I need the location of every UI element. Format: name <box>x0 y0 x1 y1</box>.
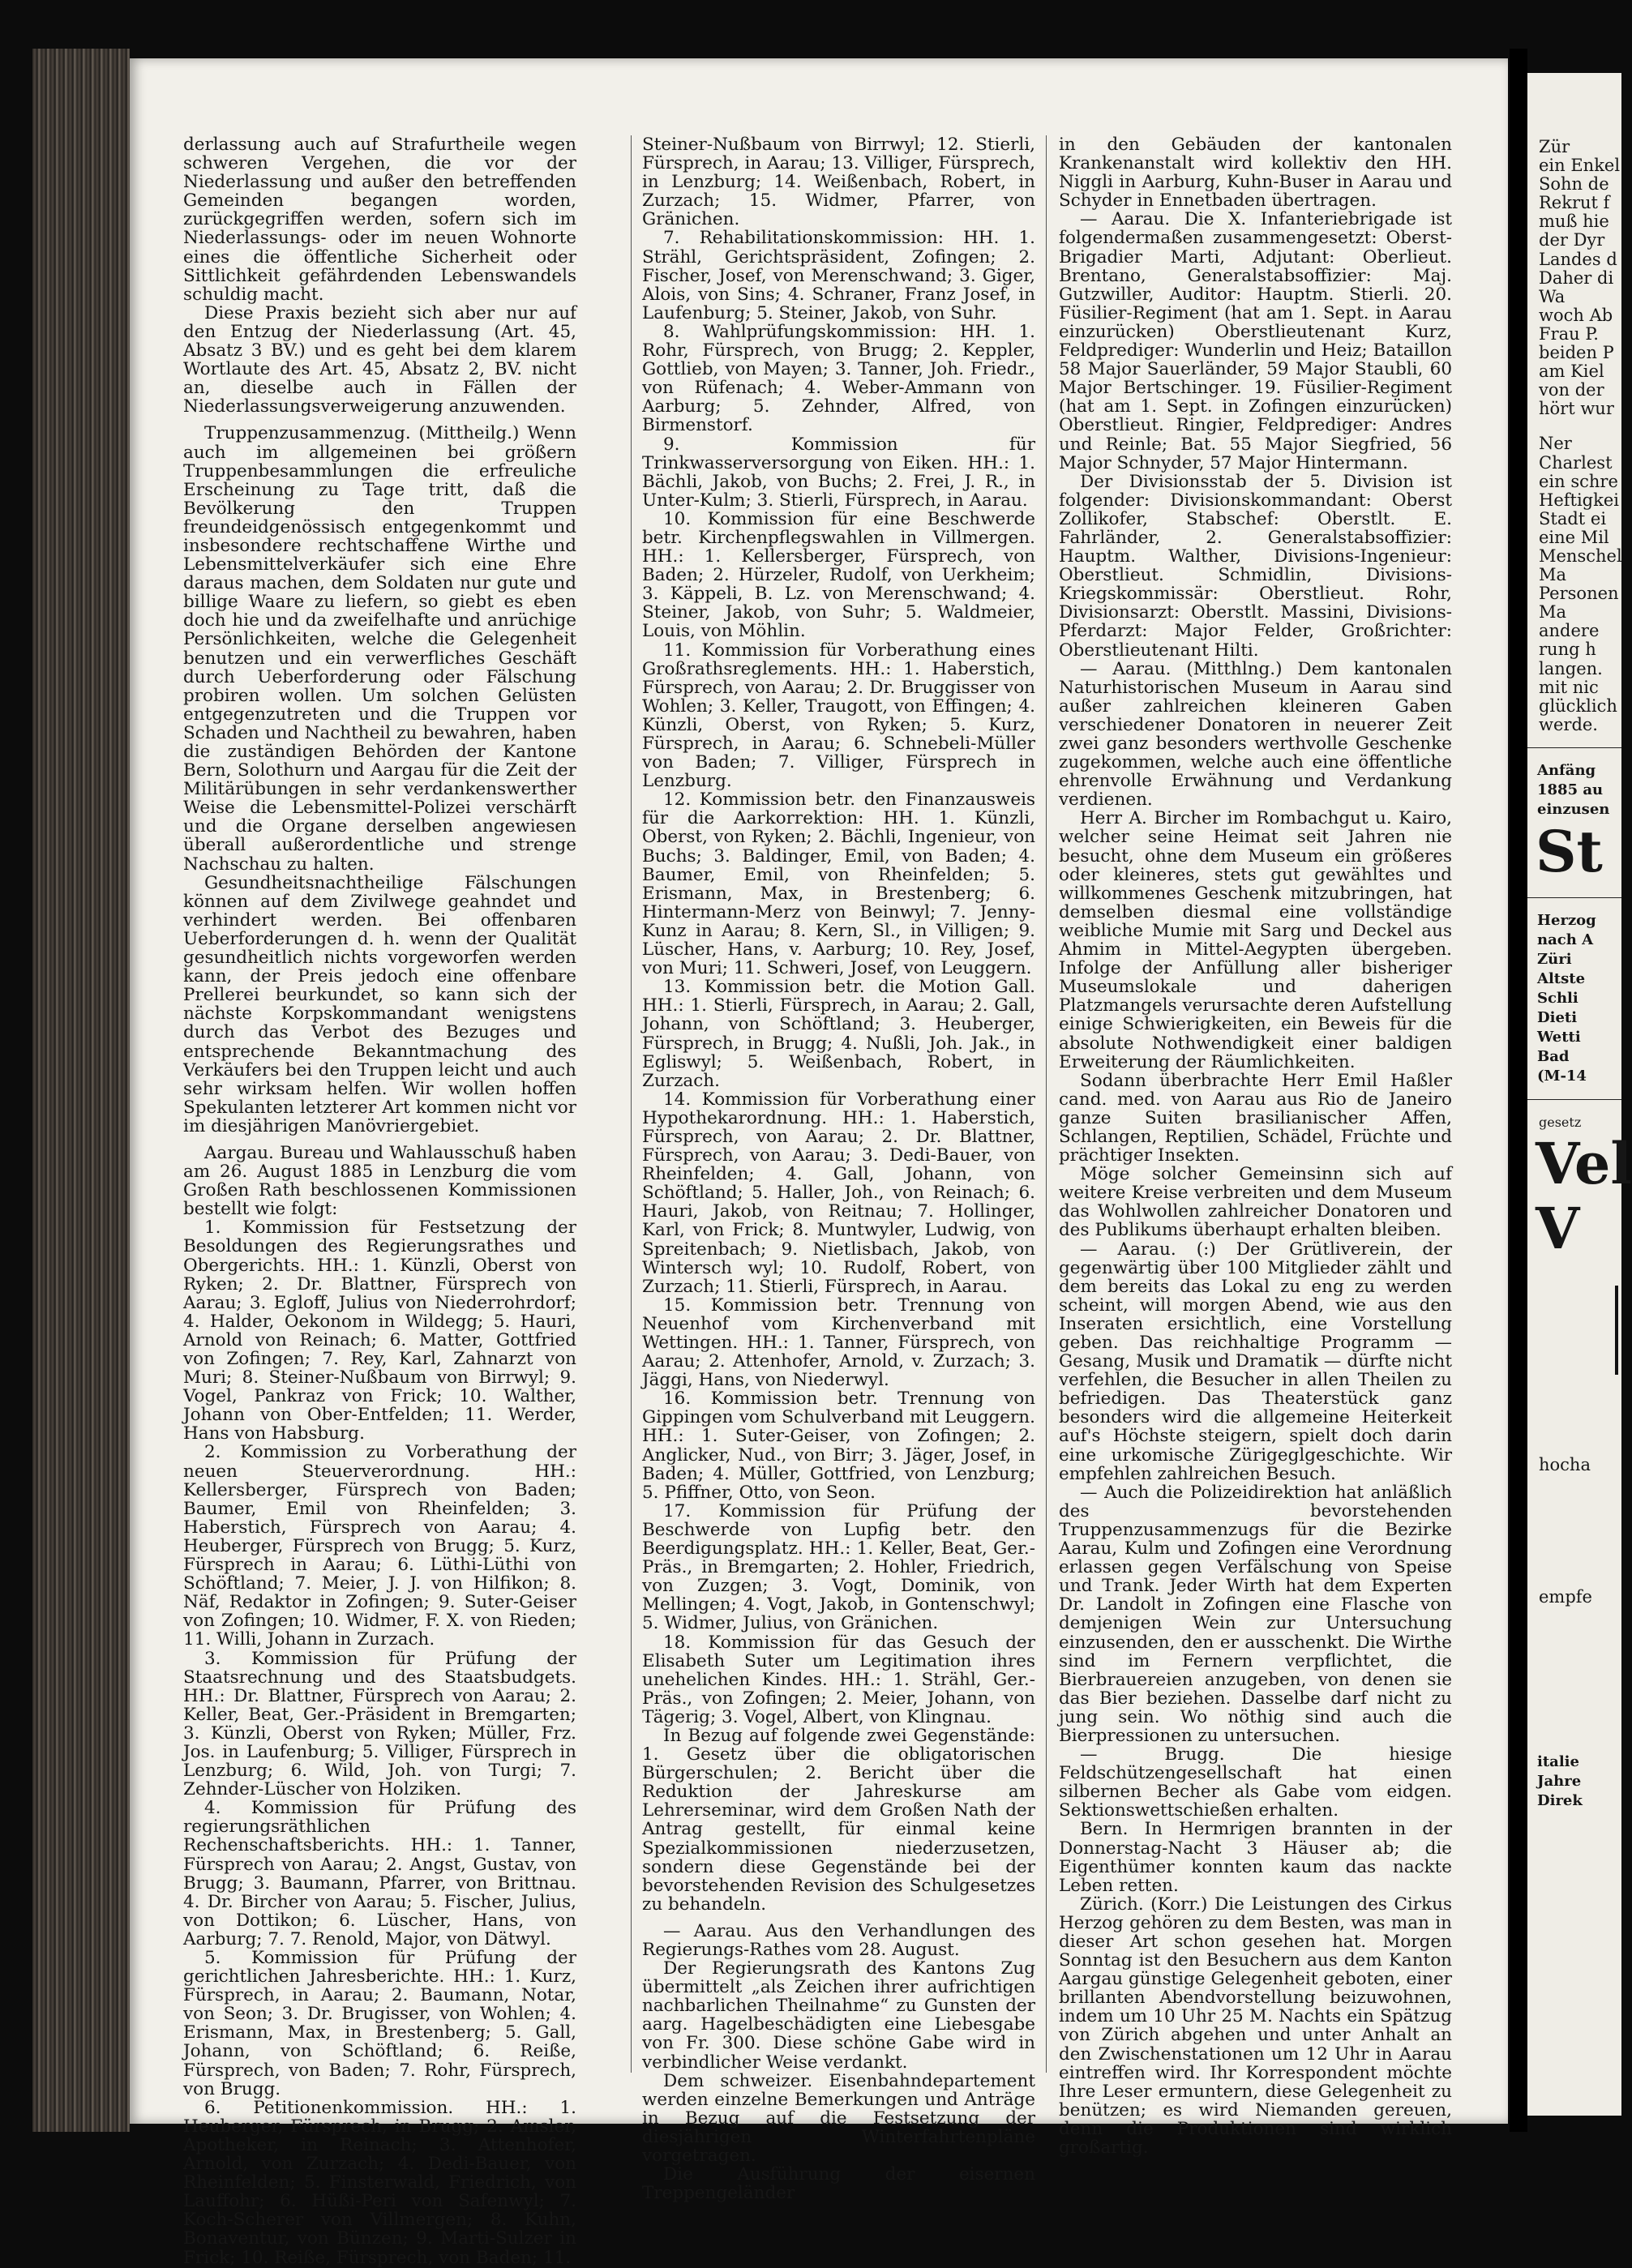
paragraph: 17. Kommission für Prüfung der Beschwerde von Lupfig betr. den Beerdigungsplatz. HH.: 1. Keller, Beat, Ger.-Präs., in Bremgarten; 2. Hohler, Friedrich, von Zuzgen; 3. Vogt, Dominik, von Mellingen; 4. Vogt, Jakob, in Gontenschwyl; 5. Widmer, Julius, von Gränichen. <box>642 1500 1035 1634</box>
adjacent-divider <box>1527 897 1621 898</box>
paragraph: 8. Wahlprüfungskommission: HH. 1. Rohr, Fürsprech, von Brugg; 2. Keppler, Gottlieb, von Mayen; 3. Tanner, Joh. Friedr., von Rüfenach; 4. Weber-Ammann von Aarburg; 5. Zehnder, Alfred, von Birmenstorf. <box>642 321 1035 436</box>
adjacent-text-line: eine Mil <box>1539 527 1609 547</box>
paragraph: Truppenzusammenzug. (Mittheilg.) Wenn auch im allgemeinen bei größern Truppenbesammlungen die erfreuliche Erscheinung zu Tage tritt, daß die Bevölkerung den Truppen freundeidgenössisch entgegenkommt und insbesondere rechtschaffene Wirthe und Lebensmittelverkäufer sich eine Ehre daraus machen, dem Soldaten nur gute und billige Waare zu liefern, so giebt es eben doch hie und da zweifelhafte und anrüchige Persönlichkeiten, welche die Gelegenheit benutzen und ein verwerfliches Geschäft durch Ueberforderung oder Fälschung probiren wollen. Um solchen Gelüsten entgegenzutreten und die Truppen vor Schaden und Nachtheil zu bewahren, haben die zuständigen Behörden der Kantone Bern, Solothurn und Aargau für die Zeit der Militärübungen in sehr verdankenswerther Weise die Lebensmittel-Polizei verschärft und die Organe derselben angewiesen überall außerordentliche und strenge Nachschau zu halten. <box>183 423 576 875</box>
adjacent-divider <box>1527 1099 1621 1100</box>
paragraph: 16. Kommission betr. Trennung von Gippingen vom Schulverband mit Leuggern. HH.: 1. Suter-Geiser, von Zofingen; 2. Anglicker, Nud., von Birr; 3. Jäger, Josef, in Baden; 4. Müller, Gottfried, von Lenzburg; 5. Pfiffner, Otto, von Seon. <box>642 1389 1035 1503</box>
paragraph: 7. Rehabilitationskommission: HH. 1. Strähl, Gerichtspräsident, Zofingen; 2. Fischer, Josef, von Merenschwand; 3. Giger, Alois, von Sins; 4. Schraner, Franz Josef, in Laufenburg; 5. Steiner, Jakob, von Suhr. <box>642 228 1035 323</box>
paragraph: In Bezug auf folgende zwei Gegenstände: 1. Gesetz über die obligatorischen Bürgerschulen; 2. Bericht über die Reduktion der Jahreskurse am Lehrerseminar, wird dem Großen Nath der Antrag gestellt, für einmal keine Spezialkommissionen niederzusetzen, sondern diese Gegenstände bei der bevorstehenden Revision des Schulgesetzes zu behandeln. <box>642 1725 1035 1915</box>
adjacent-text-line: Personen <box>1539 584 1619 604</box>
adjacent-text-line: Ner <box>1539 434 1572 454</box>
paragraph: 4. Kommission für Prüfung des regierungsräthlichen Rechenschaftsberichts. HH.: 1. Tanner, Fürsprech von Aarau; 2. Angst, Gustav, von Brugg; 3. Baumann, Pfarrer, von Brittnau. 4. Dr. Bircher von Aarau; 5. Fischer, Julius, von Dottikon; 6. Lüscher, Hans, von Aarburg; 7. 7. Renold, Major, von Dätwyl. <box>183 1798 576 1949</box>
adjacent-text-line: Züri <box>1537 950 1572 968</box>
paragraph: 2. Kommission zu Vorberathung der neuen Steuerverordnung. HH.: Kellersberger, Fürsprech von Baden; Baumer, Emil von Rheinfelden; 3. Haberstich, Fürsprech von Aarau; 4. Heuberger, Fürsprech von Brugg; 5. Kurz, Fürsprech in Aarau; 6. Lüthi-Lüthi von Schöftland; 7. Meier, J. J. von Hilfikon; 8. Näf, Redaktor in Zofingen; 9. Suter-Geiser von Zofingen; 10. Widmer, F. X. von Rieden; 11. Willi, Johann in Zurzach. <box>183 1442 576 1650</box>
adjacent-text-line: mit nic <box>1539 677 1599 697</box>
text-column-2 <box>642 135 1035 2202</box>
adjacent-text-line: Zür <box>1539 137 1570 156</box>
adjacent-text-line: Bad <box>1537 1047 1570 1065</box>
adjacent-text-line: ein Enkel <box>1539 156 1621 176</box>
paragraph: Aargau. Bureau und Wahlausschuß haben am 26. August 1885 in Lenzburg die vom Großen Rath beschlossenen Kommissionen bestellt wie folgt: <box>183 1142 576 1220</box>
paragraph: 1. Kommission für Festsetzung der Besoldungen des Regierungsrathes und Obergerichts. HH.: 1. Künzli, Oberst von Ryken; 2. Dr. Blattner, Fürsprech von Aarau; 3. Egloff, Julius von Niederrohrdorf; 4. Halder, Oekonom in Wildegg; 5. Hauri, Arnold von Reinach; 6. Matter, Gottfried von Zofingen; 7. Rey, Karl, Zahnarzt von Muri; 8. Steiner-Nußbaum von Birrwyl; 9. Vogel, Pankraz von Frick; 10. Walther, Johann von Ober-Entfelden; 11. Werder, Hans von Habsburg. <box>183 1217 576 1444</box>
book-binding <box>32 49 130 2132</box>
paragraph: Die Ausführung der eisernen Treppengeländer <box>642 2164 1035 2204</box>
adjacent-text-line: Vel <box>1536 1130 1632 1197</box>
adjacent-text-line: Dieti <box>1537 1008 1578 1026</box>
paragraph: Zürich. (Korr.) Die Leistungen des Cirkus Herzog gehören zu dem Besten, was man in dieser Art schon gesehen hat. Morgen Sonntag ist den Besuchern aus dem Kanton Aargau günstige Gelegenheit geboten, einer brillanten Abendvorstellung beizuwohnen, indem um 10 Uhr 25 M. Nachts ein Spätzug von Zürich abgehen und unter Anhalt an den Zwischenstationen um 12 Uhr in Aarau eintreffen wird. Ihr Korrespondent möchte Ihre Leser ermuntern, diese Gelegenheit zu benützen; es wird Niemanden gereuen, denn die Produktionen sind wirklich großartig. <box>1059 1894 1452 2159</box>
paragraph: — Aarau. (Mitthlng.) Dem kantonalen Naturhistorischen Museum in Aarau sind außer zahlreichen kleineren Gaben verschiedener Donatoren in neuerer Zeit zwei ganz besonders werthvolle Geschenke zugekommen, welche auch eine öffentliche ehrenvolle Erwähnung und Verdankung verdienen. <box>1059 658 1452 811</box>
adjacent-text-line: einzusen <box>1537 800 1610 818</box>
adjacent-text-top <box>1527 138 1621 418</box>
adjacent-text-line: Stadt ei <box>1539 508 1607 528</box>
paragraph: Diese Praxis bezieht sich aber nur auf den Entzug der Niederlassung (Art. 45, Absatz 3 BV.) und es geht bei dem klarem Wortlaute des Art. 45, Absatz 2, BV. nicht an, dieselbe auch in Fällen der Niederlassungsverweigerung anzuwenden. <box>183 302 576 417</box>
paragraph: 3. Kommission für Prüfung der Staatsrechnung und des Staatsbudgets. HH.: Dr. Blattner, Fürsprech von Aarau; 2. Keller, Beat, Ger.-Präsident in Bremgarten; 3. Künzli, Oberst von Ryken; Müller, Frz. Jos. in Laufenburg; 5. Villiger, Fürsprech in Lenzburg; 6. Wild, Joh. von Turgi; 7. Zehnder-Lüscher von Holziken. <box>183 1648 576 1800</box>
paragraph: Möge solcher Gemeinsinn sich auf weitere Kreise verbreiten und dem Museum das Wohlwollen zahlreicher Donatoren und des Publikums überhaupt erhalten bleiben. <box>1059 1164 1452 1241</box>
paragraph: Dem schweizer. Eisenbahndepartement werden einzelne Bemerkungen und Anträge in Bezug auf die Festsetzung der diesjährigen Winterfahrtenpläne vorgetragen. <box>642 2070 1035 2167</box>
adjacent-text-line: 1885 au <box>1537 781 1604 798</box>
adjacent-text-line: empfe <box>1539 1587 1592 1607</box>
paragraph: 15. Kommission betr. Trennung von Neuenhof vom Kirchenverband mit Wettingen. HH.: 1. Tanner, Fürsprech, von Aarau; 2. Attenhofer, Arnold, v. Zurzach; 3. Jäggi, Hans, von Niederwyl. <box>642 1294 1035 1391</box>
adjacent-text-line: Ma <box>1539 602 1567 623</box>
adjacent-text-line: Jahre <box>1537 1773 1582 1791</box>
paragraph: 12. Kommission betr. den Finanzausweis für die Aarkorrektion: HH. 1. Künzli, Oberst, von Ryken; 2. Bächli, Ingenieur, von Buchs; 3. Baldinger, Emil, von Baden; 4. Baumer, Emil, von Rheinfelden; 5. Erismann, Max, in Brestenberg; 6. Hintermann-Merz von Beinwyl; 7. Jenny-Kunz in Aarau; 8. Kern, Sl., in Villigen; 9. Lüscher, Hans, v. Aarburg; 10. Rey, Josef, von Muri; 11. Schweri, Josef, von Leuggern. <box>642 790 1035 979</box>
newspaper-page <box>130 58 1508 2268</box>
paragraph: — Aarau. Aus den Verhandlungen des Regierungs-Rathes vom 28. August. <box>642 1920 1035 1960</box>
adjacent-text-line: von der <box>1539 380 1604 400</box>
adjacent-ad-headline: St <box>1536 817 1603 885</box>
adjacent-text-line: werde. <box>1539 714 1598 734</box>
adjacent-text-line: Daher di <box>1539 267 1614 288</box>
adjacent-text-middle <box>1527 434 1621 734</box>
adjacent-text-line: Anfäng <box>1537 761 1596 779</box>
adjacent-text-line: Rekrut f <box>1539 193 1610 213</box>
text-column-1 <box>183 135 576 2267</box>
paragraph: Herr A. Bircher im Rombachgut u. Kairo, welcher seine Heimat seit Jahren nie besucht, ohne dem Museum ein größeres oder kleineres, stets gut gewähltes und willkommenes Geschenk mitzubringen, hat demselben diesmal eine vollständige weibliche Mumie mit Sarg und Deckel aus Ahmim in Mittel-Aegypten übergeben. Infolge der Anfüllung aller bisheriger Museumslokale und daherigen Platzmangels verursachte deren Aufstellung einige Schwierigkeiten, ein Beweis für die absolute Nothwendigkeit einer baldigen Erweiterung der Räumlichkeiten. <box>1059 808 1452 1072</box>
adjacent-ad-c-small: gesetz <box>1539 1114 1582 1130</box>
paragraph: 10. Kommission für eine Beschwerde betr. Kirchenpflegswahlen in Villmergen. HH.: 1. Kellersberger, Fürsprech, von Baden; 2. Hürzeler, Rudolf, von Uerkheim; 3. Käppeli, B. Lz. von Merenschwand; 4. Steiner, Jakob, von Suhr; 5. Waldmeier, Louis, von Möhlin. <box>642 508 1035 642</box>
paragraph: Steiner-Nußbaum von Birrwyl; 12. Stierli, Fürsprech, in Aarau; 13. Villiger, Fürsprech, in Lenzburg; 14. Weißenbach, Robert, in Zurzach; 15. Widmer, Pfarrer, von Gränichen. <box>642 135 1035 230</box>
adjacent-text-line: beiden P <box>1539 343 1614 363</box>
adjacent-text-line: Sohn de <box>1539 174 1609 195</box>
paragraph: Gesundheitsnachtheilige Fälschungen können auf dem Zivilwege geahndet und verhindert werden. Bei offenbaren Ueberforderungen d. h. wenn der Qualität gesundheitlich nichts vorgeworfen werden kann, der Preis jedoch eine offenbare Prellerei beurkundet, so kann sich der nächste Korpskommandant wenigstens durch das Verbot des Bezuges und entsprechende Bekanntmachung des Verkäufers bei den Truppen leicht und auch sehr wirksam helfen. Wir wollen hoffen Spekulanten letzterer Art kommen nicht vor im diesjährigen Manövriergebiet. <box>183 872 576 1136</box>
adjacent-text-line: ein schre <box>1539 471 1618 491</box>
adjacent-text-line: glücklich <box>1539 695 1617 716</box>
adjacent-text-line: muß hie <box>1539 212 1609 232</box>
adjacent-text-line: Frau P. <box>1539 323 1599 344</box>
column-rule <box>631 135 632 2073</box>
paragraph: Bern. In Hermrigen brannten in der Donnerstag-Nacht 3 Häuser ab; die Eigenthümer konnten kaum das nackte Leben retten. <box>1059 1819 1452 1896</box>
adjacent-ad-c <box>1527 1130 1632 1262</box>
paragraph: 6. Petitionenkommission. HH.: 1. Heuberger, Fürsprech, in Brugg; 2. Amsler, Apotheker, in Reinach; 3. Attenhofer, Arnold, von Zurzach; 4. Dedi-Bauer, von Rheinfelden; 5. Finsterwald, Friedrich, von Lauffohr; 6. Hüßi-Peri von Safenwyl; 7. Koch-Scherer von Villmergen; 8. Kuhn, Bonaventur, von Bünzen; 9. Marti-Sulzer in Frick; 10. Reiße, Fürsprech, von Baden; 11. <box>183 2097 576 2268</box>
adjacent-text-line: Herzog <box>1537 911 1596 929</box>
adjacent-divider <box>1527 747 1621 748</box>
paragraph: Der Divisionsstab der 5. Division ist folgender: Divisionskommandant: Oberst Zollikofer, Stabschef: Oberstlt. E. Fahrländer, 2. Generalstabsoffizier: Hauptm. Walther, Divisions-Ingenieur: Oberstlieut. Schmidlin, Divisions-Kriegskommissär: Oberstlieut. Rohr, Divisionsarzt: Oberstlt. Massini, Divisions-Pferdarzt: Major Felder, Großrichter: Oberstlieutenant Hilti. <box>1059 471 1452 661</box>
paragraph: Der Regierungsrath des Kantons Zug übermittelt „als Zeichen ihrer aufrichtigen nachbarlichen Theilnahme“ zu Gunsten der aarg. Hagelbeschädigten eine Liebesgabe von Fr. 300. Diese schöne Gabe wird in verbindlicher Weise verdankt. <box>642 1958 1035 2073</box>
adjacent-text-line: hocha <box>1539 1455 1591 1474</box>
adjacent-text-line: Ma <box>1539 565 1567 585</box>
adjacent-text-line: rung h <box>1539 640 1596 660</box>
adjacent-text-line: italie <box>1537 1753 1579 1771</box>
adjacent-text-line: Schli <box>1537 989 1578 1007</box>
adjacent-text-line: am Kiel <box>1539 362 1604 382</box>
paragraph: 18. Kommission für das Gesuch der Elisabeth Suter um Legitimation ihres unehelichen Kindes. HH.: 1. Strähl, Ger.-Präs., von Zofingen; 2. Meier, Johann, von Tägerig; 3. Vogel, Albert, von Klingnau. <box>642 1632 1035 1727</box>
column-rule <box>1046 135 1047 2073</box>
paragraph: 9. Kommission für Trinkwasserversorgung von Eiken. HH.: 1. Bächli, Jakob, von Buchs; 2. Frei, J. R., in Unter-Kulm; 3. Stierli, Fürsprech, in Aarau. <box>642 434 1035 511</box>
text-column-3 <box>1059 135 1452 2157</box>
adjacent-text-line: Wa <box>1539 286 1566 306</box>
adjacent-text-line: Heftigkei <box>1539 490 1619 510</box>
paragraph: Sodann überbrachte Herr Emil Haßler cand. med. von Aarau aus Rio de Janeiro ganze Suiten brasilianischer Affen, Schlangen, Reptilien, Schädel, Früchte und prächtiger Insekten. <box>1059 1070 1452 1166</box>
adjacent-ad-d <box>1527 1456 1621 1474</box>
adjacent-ad-f <box>1527 1752 1621 1811</box>
paragraph: 14. Kommission für Vorberathung einer Hypothekarordnung. HH.: 1. Haberstich, Fürsprech, von Aarau; 2. Dr. Blattner, Fürsprech, von Aarau; 3. Dedi-Bauer, von Rheinfelden; 4. Gall, Johann, von Schöftland; 5. Haller, Joh., von Reinach; 6. Hauri, Jakob, von Reitnau; 7. Hollinger, Karl, von Frick; 8. Muntwyler, Ludwig, von Spreitenbach; 9. Nietlisbach, Jakob, von Wintersch wyl; 10. Rudolf, Robert, von Zurzach; 11. Stierli, Fürsprech, in Aarau. <box>642 1089 1035 1297</box>
page-gutter <box>1510 49 1527 2132</box>
paragraph: — Brugg. Die hiesige Feldschützengesellschaft hat einen silbernen Becher als Gabe vom eidgen. Sektionswettschießen erhalten. <box>1059 1744 1452 1821</box>
paragraph: 5. Kommission für Prüfung der gerichtlichen Jahresberichte. HH.: 1. Kurz, Fürsprech, in Aarau; 2. Baumann, Notar, von Seon; 3. Dr. Brugisser, von Wohlen; 4. Erismann, Max, in Brestenberg; 5. Gall, Johann, von Schöftland; 6. Reiße, Fürsprech, von Baden; 7. Rohr, Fürsprech, von Brugg. <box>183 1948 576 2099</box>
paragraph: derlassung auch auf Strafurtheile wegen schweren Vergehen, die vor der Niederlassung und außer den betreffenden Gemeinden begangen worden, zurückgegriffen werden, sofern sich im Niederlassungs- oder im neuen Wohnorte eines die öffentliche Sicherheit oder Sittlichkeit gefährdenden Lebenswandels schuldig macht. <box>183 135 576 305</box>
paragraph: 13. Kommission betr. die Motion Gall. HH.: 1. Stierli, Fürsprech, in Aarau; 2. Gall, Johann, von Schöftland; 3. Heuberger, Fürsprech, in Brugg; 4. Nußli, Joh. Jak., in Egliswyl; 5. Weißenbach, Robert, in Zurzach. <box>642 977 1035 1091</box>
adjacent-text-line: andere <box>1539 621 1600 641</box>
adjacent-page-edge <box>1527 73 1632 2116</box>
adjacent-ad-a <box>1527 761 1621 819</box>
adjacent-text-line: V <box>1536 1195 1580 1262</box>
adjacent-text-line: Wetti <box>1537 1028 1581 1046</box>
adjacent-text-line: Landes d <box>1539 249 1617 269</box>
paragraph: — Auch die Polizeidirektion hat anläßlich des bevorstehenden Truppenzusammenzugs für die Bezirke Aarau, Kulm und Zofingen eine Verordnung erlassen gegen Verfälschung von Speise und Trank. Jeder Wirth hat dem Experten Dr. Landolt in Zofingen eine Flasche von demjenigen Wein zur Untersuchung einzusenden, den er ausschenkt. Die Wirthe sind im Fernern verpflichtet, die Bierbrauereien anzugeben, von denen sie das Bier beziehen. Dasselbe darf nicht zu jung sein. Wo nöthig sind auch die Bierpressionen zu untersuchen. <box>1059 1482 1452 1746</box>
paragraph: 11. Kommission für Vorberathung eines Großrathsreglements. HH.: 1. Haberstich, Fürsprech, von Aarau; 2. Dr. Bruggisser von Wohlen; 3. Keller, Traugott, von Effingen; 4. Künzli, Oberst, von Ryken; 5. Kurz, Fürsprech, in Aarau; 6. Schnebeli-Müller von Baden; 7. Villiger, Fürsprech in Lenzburg. <box>642 640 1035 792</box>
adjacent-text-line: woch Ab <box>1539 305 1613 325</box>
adjacent-text-line: Charlest <box>1539 452 1613 473</box>
adjacent-ad-e <box>1527 1588 1621 1607</box>
paragraph: in den Gebäuden der kantonalen Krankenanstalt wird kollektiv den HH. Niggli in Aarburg, Kuhn-Buser in Aarau und Schyder in Ennetbaden übertragen. <box>1059 135 1452 212</box>
adjacent-text-line: Direk <box>1537 1792 1583 1810</box>
adjacent-black-bar <box>1615 1286 1618 1375</box>
adjacent-text-line: der Dyr <box>1539 230 1605 250</box>
adjacent-text-line: Altste <box>1537 969 1586 987</box>
paragraph: — Aarau. Die X. Infanteriebrigade ist folgendermaßen zusammengesetzt: Oberst-Brigadier Marti, Adjutant: Oberlieut. Brentano, Generalstabsoffizier: Maj. Gutzwiller, Auditor: Hauptm. Stierli. 20. Füsilier-Regiment (hat am 1. Sept. in Aarau einzurücken) Oberstlieutenant Kurz, Feldprediger: Wunderlin und Heiz; Bataillon 58 Major Sauerländer, 59 Major Staubli, 60 Major Bertschinger. 19. Füsilier-Regiment (hat am 1. Sept. in Zofingen einzurücken) Oberstlieut. Ringier, Feldprediger: Andres und Reinle; Bat. 55 Major Siegfried, 56 Major Schnyder, 57 Major Hintermann. <box>1059 209 1453 473</box>
adjacent-ad-b <box>1527 911 1621 1086</box>
adjacent-text-line: hört wur <box>1539 399 1614 419</box>
adjacent-text-line: nach A <box>1537 931 1594 948</box>
adjacent-text-line: (M-14 <box>1537 1067 1587 1085</box>
adjacent-text-line: Menschel <box>1539 546 1622 566</box>
paragraph: — Aarau. (:) Der Grütliverein, der gegenwärtig über 100 Mitglieder zählt und dem bereits das Lokal zu eng zu werden scheint, will morgen Abend, wie aus den Inseraten ersichtlich, eine Vorstellung geben. Das reichhaltige Programm — Gesang, Musik und Dramatik — dürfte nicht verfehlen, die Besucher in allen Theilen zu befriedigen. Das Theaterstück ganz besonders wird die allgemeine Heiterkeit auf's Höchste steigern, spielt doch darin eine urkomische Zürigeglgeschichte. Wir empfehlen zahlreichen Besuch. <box>1059 1239 1452 1484</box>
adjacent-text-line: langen. <box>1539 658 1603 678</box>
